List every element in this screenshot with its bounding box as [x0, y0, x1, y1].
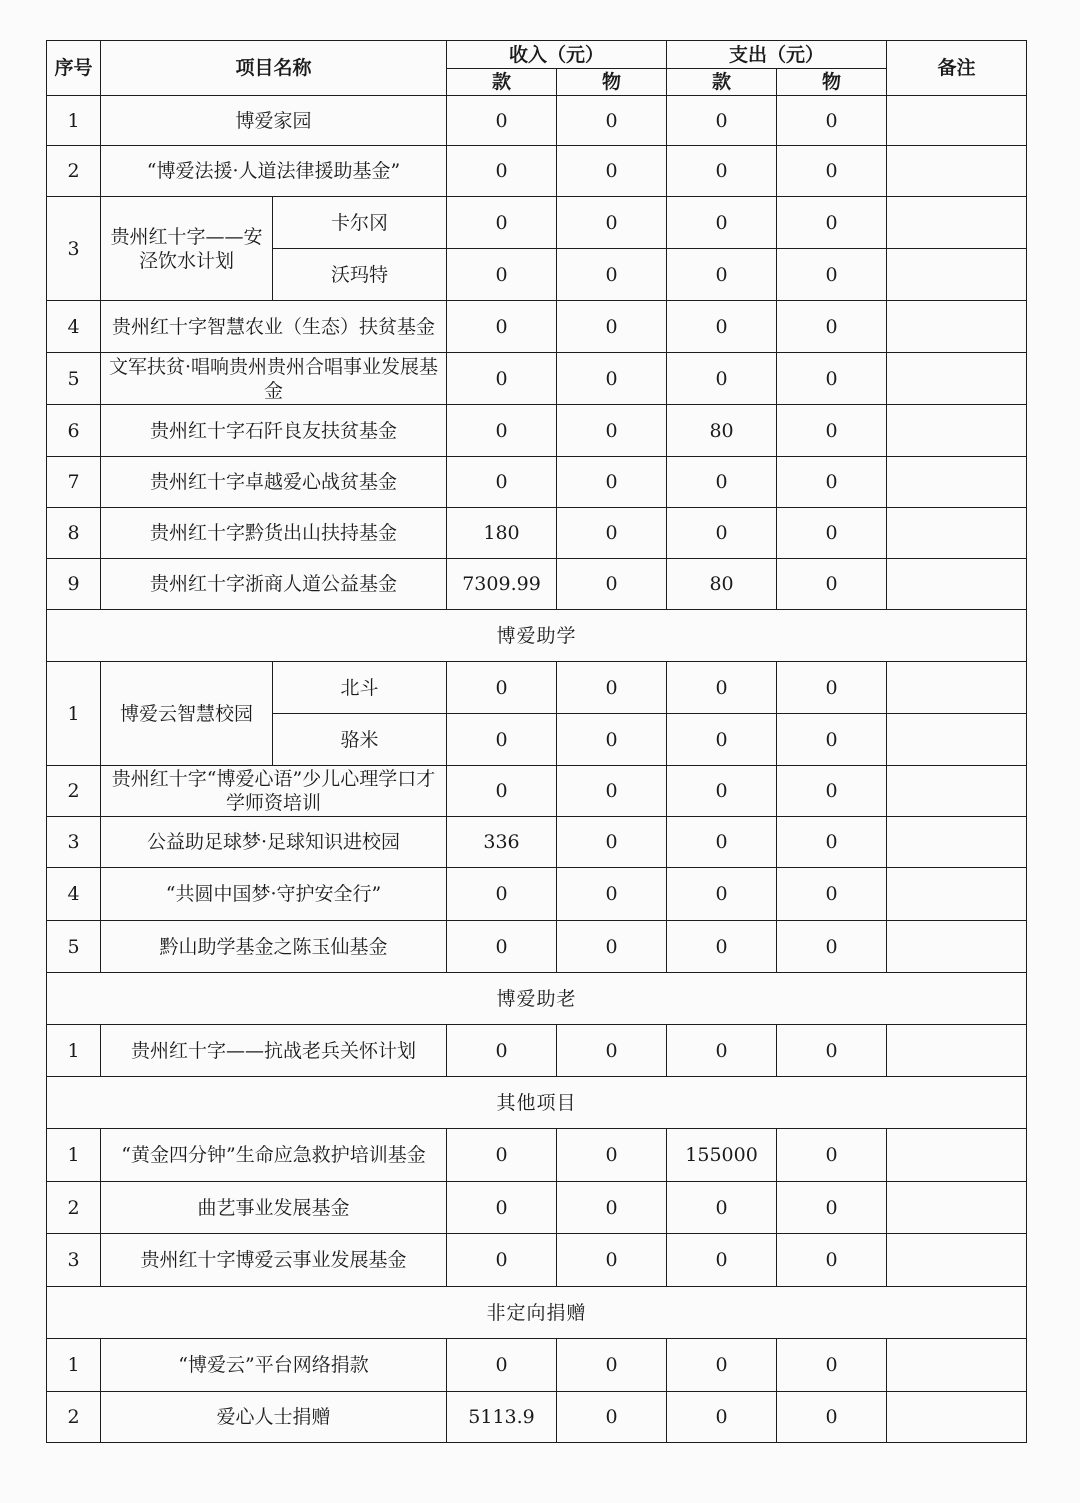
remark-cell — [887, 559, 1027, 610]
project-name: 贵州红十字卓越爱心战贫基金 — [101, 457, 447, 508]
project-name: 曲艺事业发展基金 — [101, 1182, 447, 1234]
income-cash-cell: 0 — [447, 662, 557, 714]
expense-goods-cell: 0 — [777, 1392, 887, 1443]
income-cash-cell: 0 — [447, 353, 557, 405]
expense-cash-cell: 0 — [667, 508, 777, 559]
row-number: 5 — [47, 353, 101, 405]
expense-goods-cell: 0 — [777, 249, 887, 301]
income-goods-cell: 0 — [557, 817, 667, 868]
expense-cash-cell: 80 — [667, 405, 777, 457]
expense-goods-cell: 0 — [777, 508, 887, 559]
header-remark: 备注 — [887, 41, 1027, 96]
project-name: 博爱家园 — [101, 96, 447, 146]
table-row — [47, 1129, 1027, 1182]
expense-cash-cell: 0 — [667, 1392, 777, 1443]
table-row — [47, 1339, 1027, 1392]
expense-cash-cell: 0 — [667, 353, 777, 405]
expense-cash-cell: 0 — [667, 146, 777, 197]
expense-goods-cell: 0 — [777, 868, 887, 921]
table-row — [47, 817, 1027, 868]
project-name: 贵州红十字石阡良友扶贫基金 — [101, 405, 447, 457]
project-name: “博爱云”平台网络捐款 — [101, 1339, 447, 1392]
income-cash-cell: 0 — [447, 1182, 557, 1234]
remark-cell — [887, 197, 1027, 249]
row-number: 6 — [47, 405, 101, 457]
income-cash-cell: 0 — [447, 766, 557, 817]
income-goods-cell: 0 — [557, 1182, 667, 1234]
expense-goods-cell: 0 — [777, 96, 887, 146]
expense-goods-cell: 0 — [777, 766, 887, 817]
expense-goods-cell: 0 — [777, 1025, 887, 1077]
document-page — [46, 40, 1026, 1443]
remark-cell — [887, 1392, 1027, 1443]
section-header-row — [47, 973, 1027, 1025]
row-number: 3 — [47, 1234, 101, 1287]
income-cash-cell: 0 — [447, 868, 557, 921]
table-row — [47, 766, 1027, 817]
remark-cell — [887, 1339, 1027, 1392]
expense-cash-cell: 0 — [667, 197, 777, 249]
section-title: 博爱助老 — [47, 973, 1027, 1025]
row-number: 2 — [47, 146, 101, 197]
header-expense: 支出（元） — [667, 41, 887, 69]
expense-goods-cell: 0 — [777, 405, 887, 457]
remark-cell — [887, 405, 1027, 457]
income-goods-cell: 0 — [557, 301, 667, 353]
remark-cell — [887, 1182, 1027, 1234]
remark-cell — [887, 249, 1027, 301]
income-goods-cell: 0 — [557, 146, 667, 197]
table-row — [47, 921, 1027, 973]
row-number: 1 — [47, 1339, 101, 1392]
header-expense-cash: 款 — [667, 69, 777, 96]
income-cash-cell: 0 — [447, 197, 557, 249]
header-row — [47, 41, 1027, 69]
project-name: 贵州红十字黔货出山扶持基金 — [101, 508, 447, 559]
expense-goods-cell: 0 — [777, 1339, 887, 1392]
table-row — [47, 559, 1027, 610]
table-row — [47, 301, 1027, 353]
project-name: “博爱法援·人道法律援助基金” — [101, 146, 447, 197]
project-name: 文军扶贫·唱响贵州贵州合唱事业发展基金 — [101, 353, 447, 405]
row-number: 3 — [47, 817, 101, 868]
income-goods-cell: 0 — [557, 249, 667, 301]
remark-cell — [887, 766, 1027, 817]
table-row — [47, 457, 1027, 508]
row-number: 3 — [47, 197, 101, 301]
remark-cell — [887, 508, 1027, 559]
expense-cash-cell: 0 — [667, 1339, 777, 1392]
income-cash-cell: 0 — [447, 1025, 557, 1077]
project-name: 贵州红十字浙商人道公益基金 — [101, 559, 447, 610]
row-number: 4 — [47, 301, 101, 353]
row-number: 2 — [47, 1392, 101, 1443]
table-row — [47, 1392, 1027, 1443]
project-name: 爱心人士捐赠 — [101, 1392, 447, 1443]
income-cash-cell: 7309.99 — [447, 559, 557, 610]
income-goods-cell: 0 — [557, 714, 667, 766]
remark-cell — [887, 353, 1027, 405]
income-goods-cell: 0 — [557, 1025, 667, 1077]
sub-project-name: 卡尔冈 — [273, 197, 447, 249]
header-income: 收入（元） — [447, 41, 667, 69]
remark-cell — [887, 457, 1027, 508]
remark-cell — [887, 714, 1027, 766]
expense-cash-cell: 0 — [667, 96, 777, 146]
table-row — [47, 662, 1027, 714]
remark-cell — [887, 1025, 1027, 1077]
income-goods-cell: 0 — [557, 1339, 667, 1392]
expense-cash-cell: 0 — [667, 457, 777, 508]
expense-cash-cell: 0 — [667, 1234, 777, 1287]
remark-cell — [887, 1234, 1027, 1287]
expense-goods-cell: 0 — [777, 921, 887, 973]
expense-goods-cell: 0 — [777, 559, 887, 610]
income-goods-cell: 0 — [557, 1129, 667, 1182]
sub-project-name: 沃玛特 — [273, 249, 447, 301]
income-cash-cell: 0 — [447, 96, 557, 146]
project-name: 贵州红十字博爱云事业发展基金 — [101, 1234, 447, 1287]
remark-cell — [887, 146, 1027, 197]
row-number: 1 — [47, 662, 101, 766]
remark-cell — [887, 1129, 1027, 1182]
remark-cell — [887, 868, 1027, 921]
header-income-cash: 款 — [447, 69, 557, 96]
expense-cash-cell: 0 — [667, 249, 777, 301]
row-number: 7 — [47, 457, 101, 508]
expense-goods-cell: 0 — [777, 1129, 887, 1182]
section-header-row — [47, 1077, 1027, 1129]
income-cash-cell: 0 — [447, 1339, 557, 1392]
project-name: 博爱云智慧校园 — [101, 662, 273, 766]
income-cash-cell: 0 — [447, 249, 557, 301]
section-title: 博爱助学 — [47, 610, 1027, 662]
project-name: 贵州红十字——安泾饮水计划 — [101, 197, 273, 301]
income-goods-cell: 0 — [557, 457, 667, 508]
table-row — [47, 96, 1027, 146]
income-goods-cell: 0 — [557, 1234, 667, 1287]
income-cash-cell: 0 — [447, 1129, 557, 1182]
income-goods-cell: 0 — [557, 921, 667, 973]
project-name: 贵州红十字——抗战老兵关怀计划 — [101, 1025, 447, 1077]
header-seq: 序号 — [47, 41, 101, 96]
table-row — [47, 197, 1027, 249]
income-goods-cell: 0 — [557, 508, 667, 559]
remark-cell — [887, 921, 1027, 973]
row-number: 2 — [47, 1182, 101, 1234]
expense-cash-cell: 0 — [667, 301, 777, 353]
project-name: 贵州红十字“博爱心语”少儿心理学口才学师资培训 — [101, 766, 447, 817]
expense-cash-cell: 155000 — [667, 1129, 777, 1182]
table-row — [47, 146, 1027, 197]
row-number: 8 — [47, 508, 101, 559]
income-goods-cell: 0 — [557, 559, 667, 610]
table-row — [47, 1182, 1027, 1234]
expense-goods-cell: 0 — [777, 197, 887, 249]
expense-goods-cell: 0 — [777, 714, 887, 766]
project-name: 黔山助学基金之陈玉仙基金 — [101, 921, 447, 973]
project-name: 公益助足球梦·足球知识进校园 — [101, 817, 447, 868]
table-row — [47, 405, 1027, 457]
expense-goods-cell: 0 — [777, 353, 887, 405]
income-cash-cell: 0 — [447, 1234, 557, 1287]
expense-goods-cell: 0 — [777, 662, 887, 714]
expense-goods-cell: 0 — [777, 146, 887, 197]
remark-cell — [887, 817, 1027, 868]
income-goods-cell: 0 — [557, 96, 667, 146]
remark-cell — [887, 301, 1027, 353]
income-goods-cell: 0 — [557, 197, 667, 249]
row-number: 1 — [47, 1129, 101, 1182]
expense-cash-cell: 0 — [667, 766, 777, 817]
sub-project-name: 骆米 — [273, 714, 447, 766]
expense-cash-cell: 80 — [667, 559, 777, 610]
project-name: “黄金四分钟”生命应急救护培训基金 — [101, 1129, 447, 1182]
income-goods-cell: 0 — [557, 868, 667, 921]
row-number: 2 — [47, 766, 101, 817]
section-title: 其他项目 — [47, 1077, 1027, 1129]
row-number: 4 — [47, 868, 101, 921]
header-income-goods: 物 — [557, 69, 667, 96]
header-expense-goods: 物 — [777, 69, 887, 96]
row-number: 1 — [47, 1025, 101, 1077]
expense-cash-cell: 0 — [667, 714, 777, 766]
header-project-name: 项目名称 — [101, 41, 447, 96]
section-title: 非定向捐赠 — [47, 1287, 1027, 1339]
row-number: 1 — [47, 96, 101, 146]
table-row — [47, 508, 1027, 559]
income-goods-cell: 0 — [557, 766, 667, 817]
row-number: 5 — [47, 921, 101, 973]
income-cash-cell: 336 — [447, 817, 557, 868]
income-cash-cell: 180 — [447, 508, 557, 559]
income-goods-cell: 0 — [557, 405, 667, 457]
table-row — [47, 353, 1027, 405]
expense-cash-cell: 0 — [667, 921, 777, 973]
expense-cash-cell: 0 — [667, 1182, 777, 1234]
remark-cell — [887, 662, 1027, 714]
income-cash-cell: 0 — [447, 921, 557, 973]
project-name: “共圆中国梦·守护安全行” — [101, 868, 447, 921]
project-name: 贵州红十字智慧农业（生态）扶贫基金 — [101, 301, 447, 353]
income-cash-cell: 0 — [447, 146, 557, 197]
section-header-row — [47, 1287, 1027, 1339]
expense-cash-cell: 0 — [667, 662, 777, 714]
income-cash-cell: 0 — [447, 301, 557, 353]
income-cash-cell: 0 — [447, 457, 557, 508]
expense-goods-cell: 0 — [777, 457, 887, 508]
row-number: 9 — [47, 559, 101, 610]
expense-cash-cell: 0 — [667, 817, 777, 868]
income-goods-cell: 0 — [557, 353, 667, 405]
table-row — [47, 1234, 1027, 1287]
table-row — [47, 1025, 1027, 1077]
income-cash-cell: 0 — [447, 405, 557, 457]
expense-cash-cell: 0 — [667, 1025, 777, 1077]
expense-goods-cell: 0 — [777, 1182, 887, 1234]
donation-ledger-table — [46, 40, 1027, 1443]
income-cash-cell: 5113.9 — [447, 1392, 557, 1443]
expense-cash-cell: 0 — [667, 868, 777, 921]
ledger-body — [47, 96, 1027, 1443]
sub-project-name: 北斗 — [273, 662, 447, 714]
expense-goods-cell: 0 — [777, 1234, 887, 1287]
expense-goods-cell: 0 — [777, 817, 887, 868]
remark-cell — [887, 96, 1027, 146]
income-goods-cell: 0 — [557, 662, 667, 714]
section-header-row — [47, 610, 1027, 662]
table-row — [47, 868, 1027, 921]
income-goods-cell: 0 — [557, 1392, 667, 1443]
expense-goods-cell: 0 — [777, 301, 887, 353]
income-cash-cell: 0 — [447, 714, 557, 766]
